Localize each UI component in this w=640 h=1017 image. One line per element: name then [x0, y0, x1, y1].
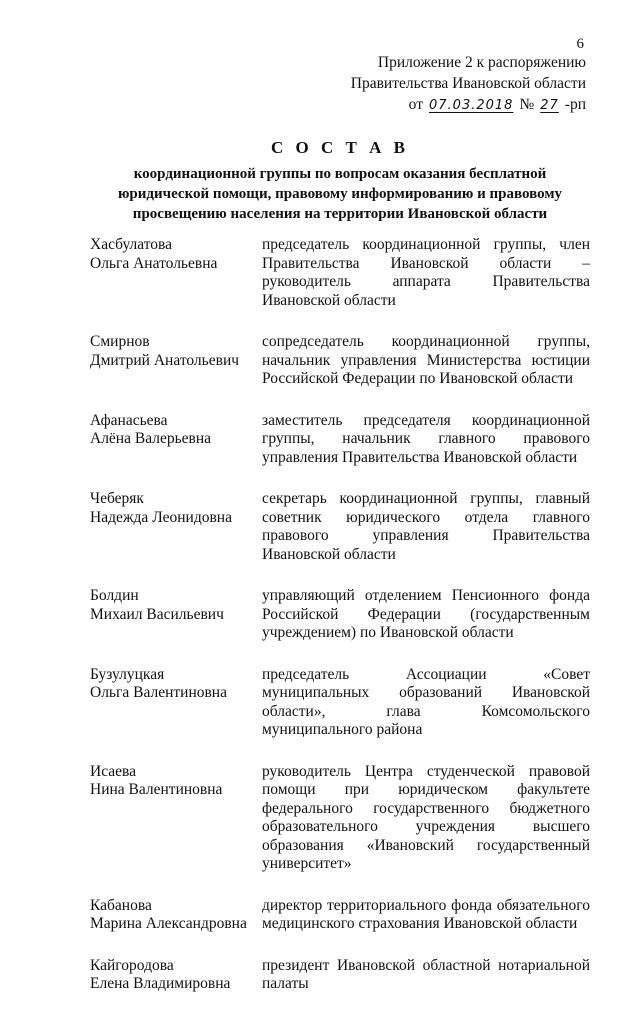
member-surname: Бузулуцкая	[90, 665, 165, 683]
member-surname: Смирнов	[90, 333, 150, 350]
member-role: председатель Ассоциации «Совет муниципальных образований Ивановской области», глава Комсомольского муниципального района	[262, 665, 590, 738]
member-name	[90, 490, 262, 564]
member-name	[90, 412, 262, 468]
appendix-header	[286, 52, 586, 116]
member-role: сопредседатель координационной группы, начальник управления Министерства юстиции Российской Федерации по Ивановской области	[262, 333, 590, 387]
member-role: управляющий отделением Пенсионного фонда Российской Федерации (государственным учреждением) по Ивановской области	[262, 587, 590, 641]
member-name	[90, 763, 262, 874]
member-entry	[90, 957, 590, 994]
document-date: 07.03.2018	[429, 98, 514, 113]
member-role: президент Ивановской областной нотариальной палаты	[262, 956, 590, 992]
page-number: 6	[576, 36, 584, 52]
members-list	[90, 236, 590, 1017]
member-name	[90, 957, 262, 994]
number-label: №	[519, 96, 535, 113]
member-entry	[90, 333, 590, 389]
member-surname: Кабанова	[90, 896, 152, 914]
member-surname: Болдин	[90, 587, 139, 604]
document-heading	[90, 138, 590, 224]
appendix-line-2: Правительства Ивановской области	[350, 75, 586, 92]
member-role: председатель координационной группы, член Правительства Ивановской области – руководитель аппарата Правительства Ивановской области	[262, 236, 590, 309]
document-subtitle: координационной группы по вопросам оказания бесплатной юридической помощи, правовому информированию и правовому просвещению населения на территории Ивановской области	[117, 166, 563, 222]
member-entry	[90, 666, 590, 740]
member-surname: Чеберяк	[90, 490, 144, 507]
member-given-names: Надежда Леонидовна	[90, 508, 232, 526]
member-surname: Кайгородова	[90, 956, 174, 974]
member-entry	[90, 897, 590, 934]
member-entry	[90, 763, 590, 874]
member-given-names: Дмитрий Анатольевич	[90, 351, 240, 369]
member-name	[90, 666, 262, 740]
appendix-line-1: Приложение 2 к распоряжению	[377, 54, 586, 71]
member-name	[90, 587, 262, 643]
member-entry	[90, 490, 590, 564]
member-surname: Хасбулатова	[90, 236, 173, 253]
member-name	[90, 897, 262, 934]
member-given-names: Марина Александровна	[90, 915, 247, 932]
member-name	[90, 333, 262, 389]
member-role: директор территориального фонда обязательного медицинского страхования Ивановской области	[262, 896, 590, 932]
member-entry	[90, 587, 590, 643]
member-given-names: Ольга Анатольевна	[90, 254, 218, 272]
member-role: заместитель председателя координационной группы, начальник главного правового управления Правительства Ивановской области	[262, 411, 590, 466]
number-suffix: -рп	[564, 96, 586, 113]
member-given-names: Елена Владимировна	[90, 975, 231, 992]
member-given-names: Нина Валентиновна	[90, 781, 223, 798]
member-given-names: Ольга Валентиновна	[90, 684, 227, 701]
member-role: руководитель Центра студенческой правовой помощи при юридическом факультете федерального государственного бюджетного образовательного учреждения высшего образования «Ивановский государственный университет»	[262, 762, 590, 872]
document-number: 27	[540, 98, 559, 113]
member-entry	[90, 236, 590, 310]
member-surname: Афанасьева	[90, 411, 168, 429]
member-given-names: Михаил Васильевич	[90, 605, 224, 623]
member-given-names: Алёна Валерьевна	[90, 430, 212, 447]
member-entry	[90, 412, 590, 468]
document-title: С О С Т А В	[271, 138, 409, 157]
member-surname: Исаева	[90, 762, 137, 780]
member-role: секретарь координационной группы, главный советник юридического отдела главного правового управления Правительства Ивановской области	[262, 490, 590, 563]
appendix-line-3	[286, 94, 586, 116]
from-label: от	[408, 96, 423, 113]
member-name	[90, 236, 262, 310]
